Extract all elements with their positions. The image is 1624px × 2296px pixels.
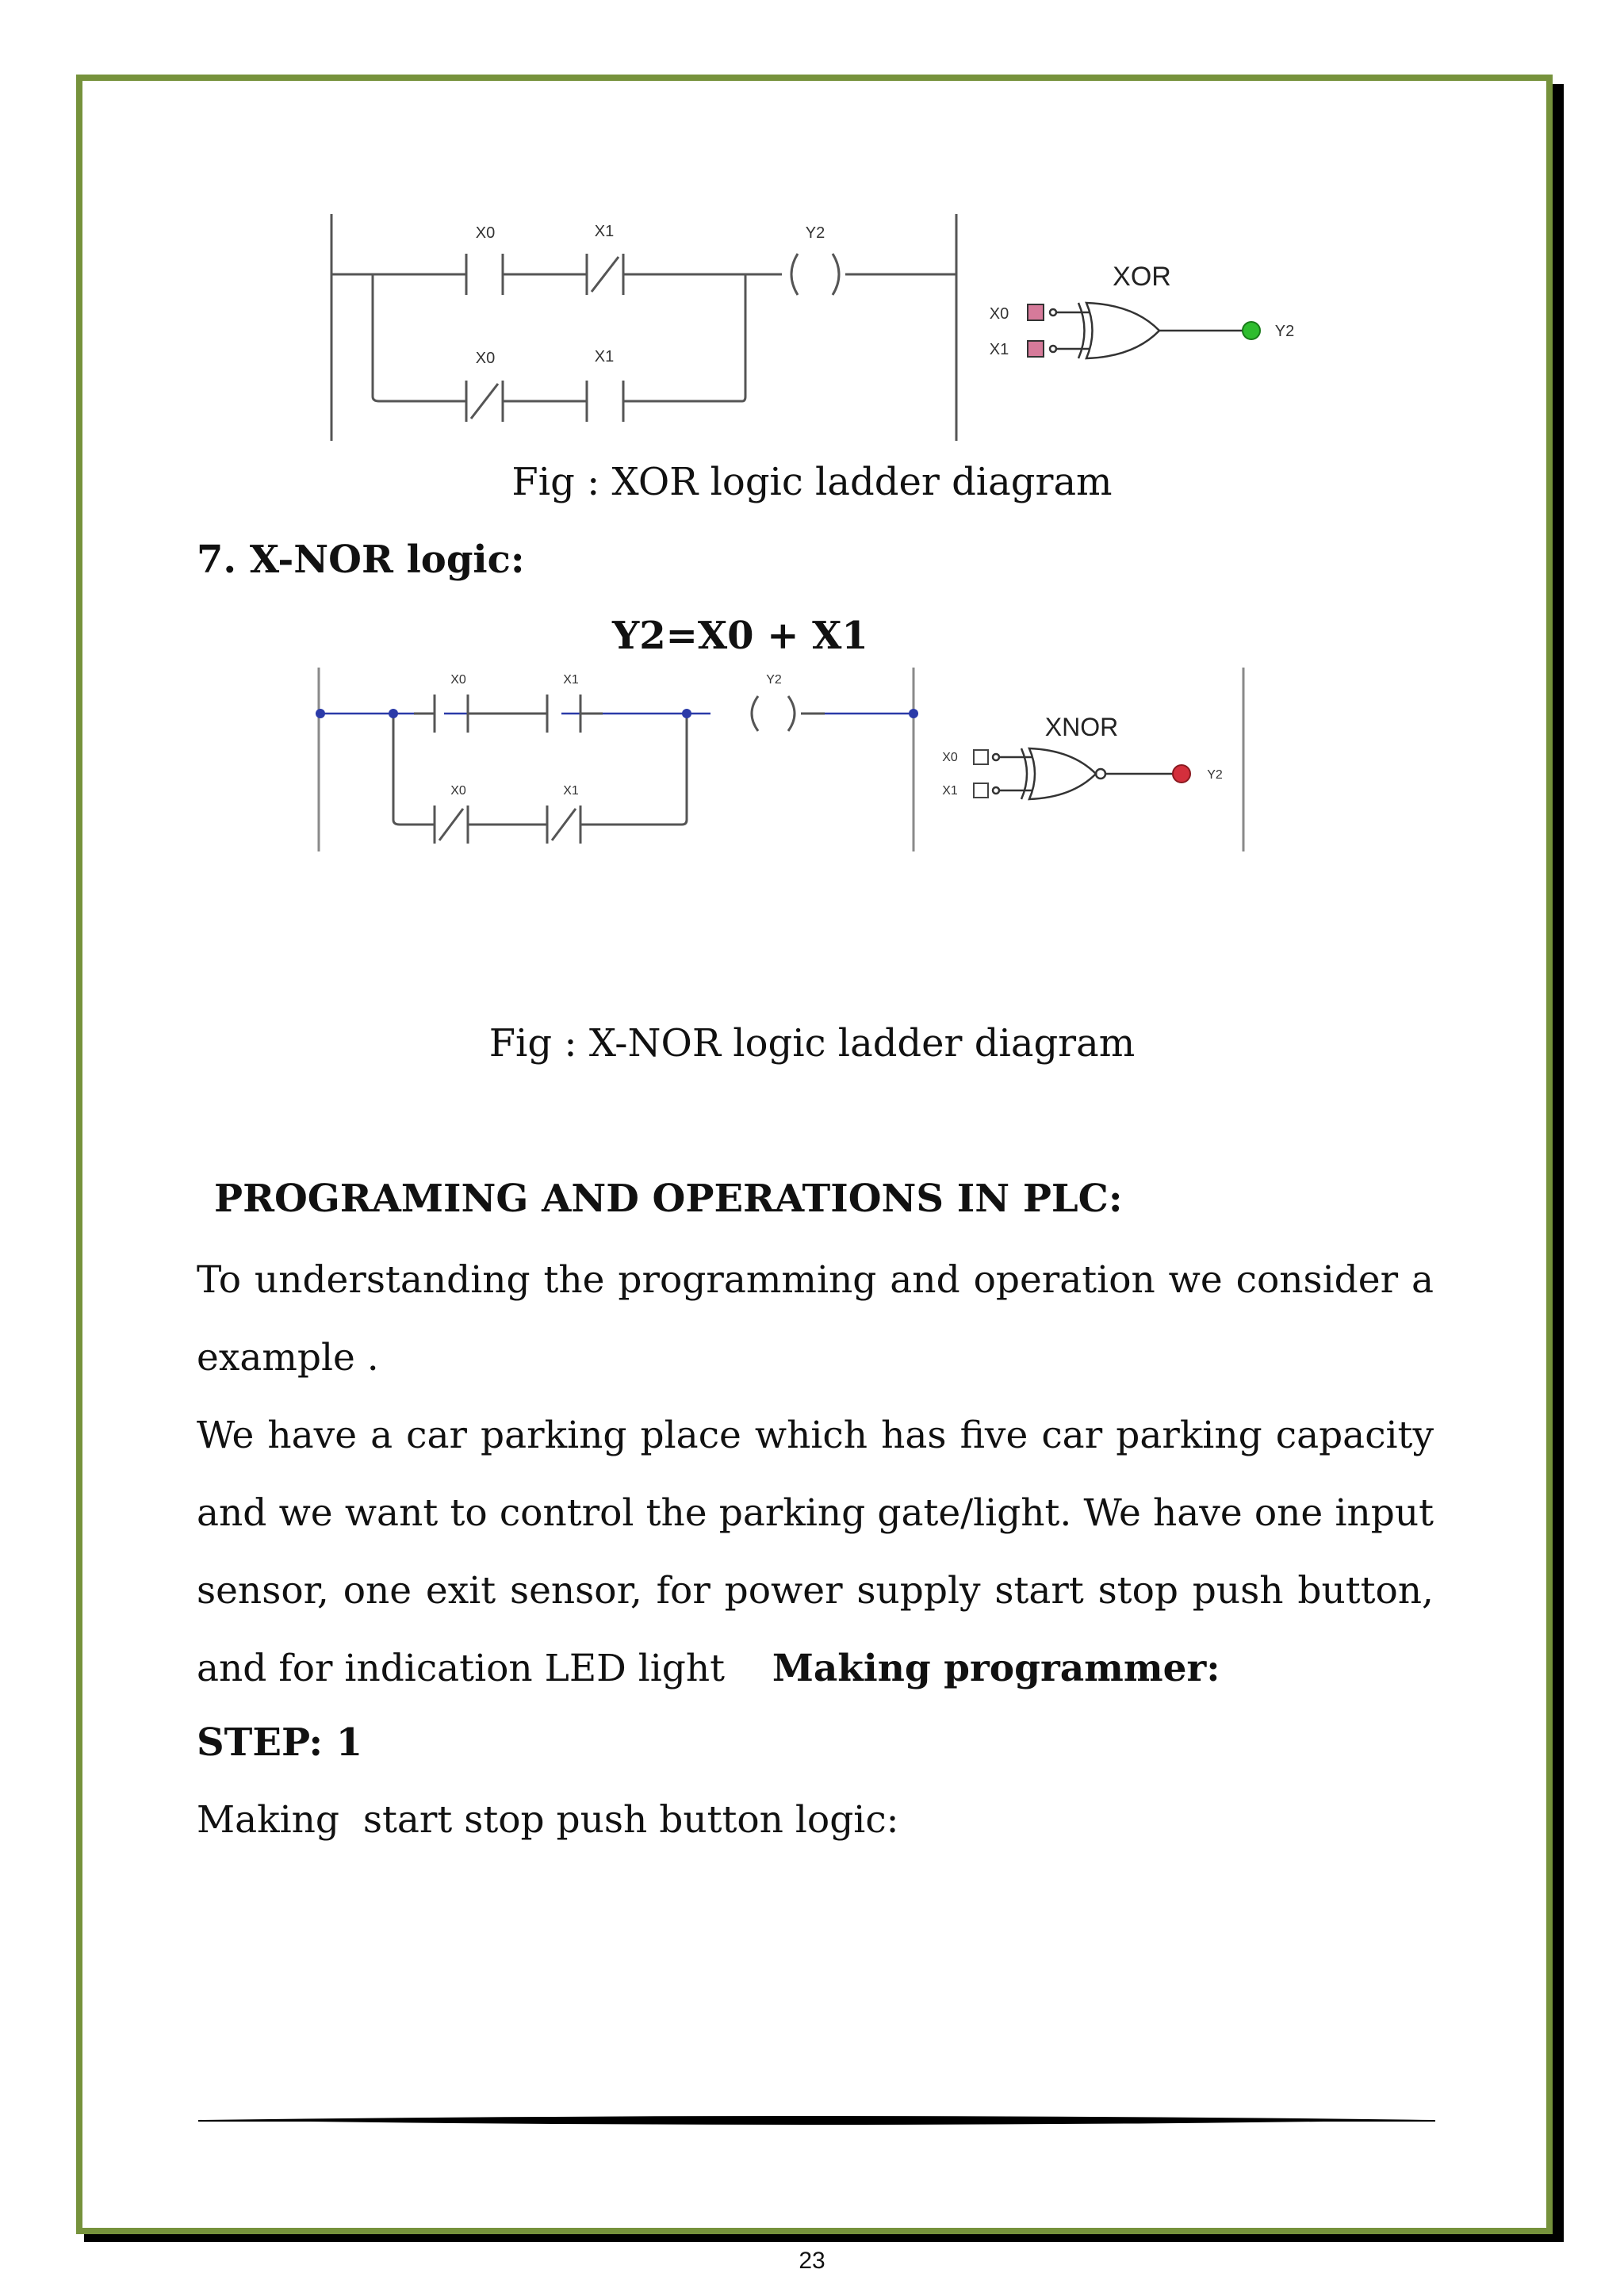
xnor-input-x0-icon: [974, 750, 988, 764]
xor-contact-label-3: X0: [475, 350, 496, 367]
xor-ladder-diagram: [317, 206, 1332, 444]
xor-input-x0-icon: [1028, 304, 1044, 320]
xnor-input-label-x0: X0: [942, 751, 958, 764]
xnor-output-led-icon: [1173, 765, 1190, 783]
xnor-contact-label-4: X1: [563, 784, 579, 798]
xor-gate-title: XOR: [1113, 262, 1171, 292]
xor-input-label-x0: X0: [989, 305, 1009, 323]
xnor-ladder-diagram: [309, 664, 1261, 855]
xor-figure-caption: Fig : XOR logic ladder diagram: [511, 460, 1113, 504]
xnor-figure-caption: Fig : X-NOR logic ladder diagram: [488, 1021, 1136, 1066]
xnor-contact-label-1: X0: [450, 673, 466, 687]
xor-contact-label-1: X0: [475, 224, 496, 242]
section-7-heading: 7. X-NOR logic:: [197, 538, 525, 582]
xnor-gate-title: XNOR: [1044, 713, 1119, 741]
xor-contact-label-4: X1: [594, 348, 615, 365]
decorative-rule: [198, 2112, 1435, 2134]
xnor-equation: Y2=X0 + X1: [612, 614, 868, 658]
xor-input-label-x1: X1: [989, 341, 1009, 358]
xnor-contact-label-2: X1: [563, 673, 579, 687]
xor-output-label: Y2: [1274, 323, 1295, 340]
xnor-input-label-x1: X1: [942, 784, 958, 798]
xor-coil-label: Y2: [805, 224, 825, 242]
xor-input-x1-icon: [1028, 341, 1044, 357]
xor-output-led-icon: [1243, 322, 1260, 339]
paragraph-parking-text: We have a car parking place which has five car parking capacity and we want to control the parking gate/light. We have one input sensor, one exit sensor, for power supply start stop push button, and for indication LED light: [197, 1414, 1434, 1690]
step-description: Making start stop push button logic:: [197, 1798, 899, 1842]
page-number: 23: [799, 2248, 825, 2274]
making-programmer-label: Making programmer:: [772, 1647, 1220, 1690]
plc-section-heading: PROGRAMING AND OPERATIONS IN PLC:: [214, 1177, 1123, 1221]
xnor-output-label: Y2: [1207, 768, 1223, 782]
xor-contact-label-2: X1: [594, 223, 615, 240]
xnor-input-x1-icon: [974, 783, 988, 798]
step-heading: STEP: 1: [197, 1720, 363, 1765]
xnor-contact-label-3: X0: [450, 784, 466, 798]
paragraph-intro: To understanding the programming and operation we consider a example .: [197, 1258, 1434, 1380]
paragraph-parking: [197, 1397, 1434, 1708]
xnor-coil-label: Y2: [766, 673, 782, 687]
